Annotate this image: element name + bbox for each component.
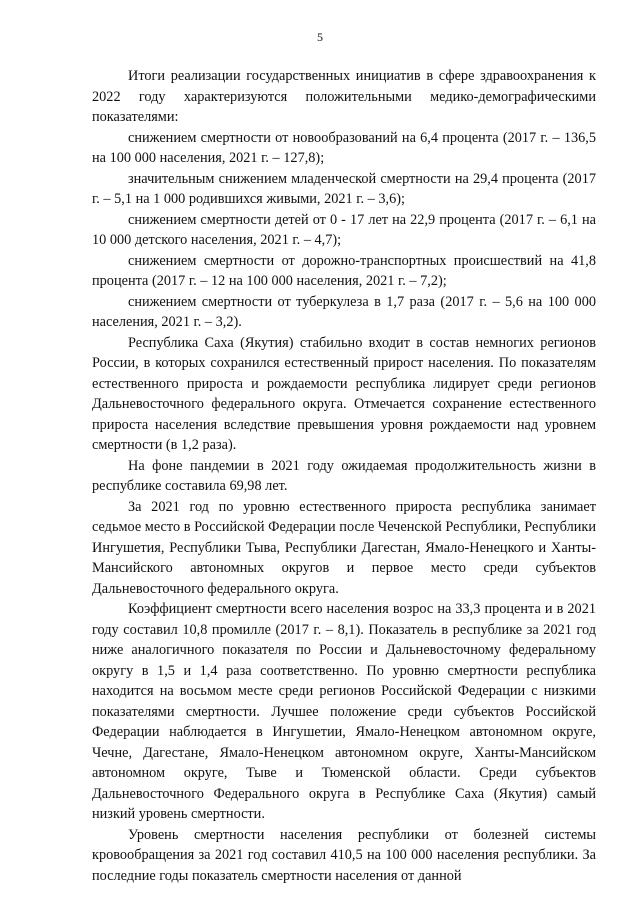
paragraph-growth-ranking: За 2021 год по уровню естественного прироста республика занимает седьмое место в Российской Федерации после Чеченской Республики, Республики Ингушетия, Республики Тыва, Республики Дагестан, Ямало-Ненецкого и Ханты-Мансийского автономных округов и первое место среди субъектов Дальневосточного федерального округа. [92, 498, 596, 597]
paragraph-mortality-coefficient: Коэффициент смертности всего населения возрос на 33,3 процента и в 2021 году составил 10,8 промилле (2017 г. – 8,1). Показатель в республике за 2021 год ниже аналогичного показателя по России и Дальневосточному федеральному округу в 1,5 и 1,4 раза соответственно. По уровню смертности республика находится на восьмом месте среди регионов Российской Федерации с низкими показателями смертности. Лучшее положение среди субъектов Российской Федерации наблюдается в Ингушетии, Ямало-Ненецком автономном округе, Чечне, Дагестане, Ямало-Ненецком автономном округе, Ханты-Мансийском автономном округе, Тыве и Тюменской области. Среди субъектов Дальневосточного Федерального округа в Республике Саха (Якутия) самый низкий уровень смертности. [92, 601, 596, 822]
paragraph-intro: Итоги реализации государственных инициатив в сфере здравоохранения к 2022 году характеризуются положительными медико-демографическими показателями: [92, 68, 596, 125]
paragraph-natural-growth: Республика Саха (Якутия) стабильно входит в состав немногих регионов России, в которых сохранился естественный прирост населения. По показателям естественного прироста и рождаемости республика лидирует среди регионов Дальневосточного федерального округа. Отмечается сохранение естественного прироста населения вследствие превышения уровня рождаемости над уровнем смертности (в 1,2 раза). [92, 334, 596, 453]
paragraph-neoplasm-mortality: снижением смертности от новообразований на 6,4 процента (2017 г. – 136,5 на 100 000 населения, 2021 г. – 127,8); [92, 129, 596, 166]
paragraph-child-mortality: снижением смертности детей от 0 - 17 лет на 22,9 процента (2017 г. – 6,1 на 10 000 детского населения, 2021 г. – 4,7); [92, 211, 596, 248]
page-number: 5 [317, 30, 323, 44]
paragraph-life-expectancy: На фоне пандемии в 2021 году ожидаемая продолжительность жизни в республике составила 69,98 лет. [92, 457, 596, 494]
paragraph-cardiovascular-mortality: Уровень смертности населения республики от болезней системы кровообращения за 2021 год составил 410,5 на 100 000 населения республики. За последние годы показатель смертности населения от данной [92, 826, 596, 884]
paragraph-infant-mortality: значительным снижением младенческой смертности на 29,4 процента (2017 г. – 5,1 на 1 000 родившихся живыми, 2021 г. – 3,6); [92, 170, 596, 207]
paragraph-tuberculosis-mortality: снижением смертности от туберкулеза в 1,7 раза (2017 г. – 5,6 на 100 000 населения, 2021 г. – 3,2). [92, 293, 596, 330]
paragraph-road-accident-mortality: снижением смертности от дорожно-транспортных происшествий на 41,8 процента (2017 г. – 12 на 100 000 населения, 2021 г. – 7,2); [92, 252, 596, 289]
document-body [92, 66, 596, 886]
